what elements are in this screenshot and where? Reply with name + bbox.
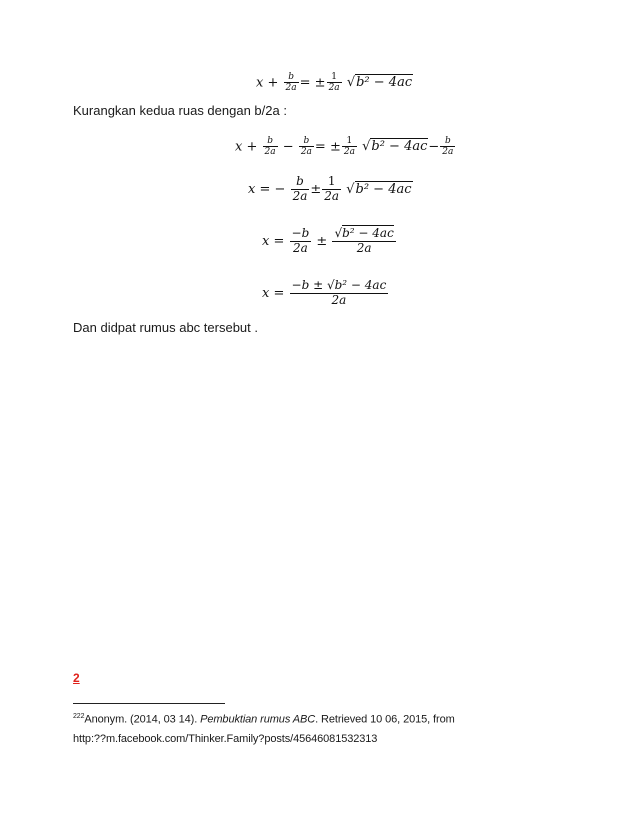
- equation-1: x + $\frac{b}{2a}$ = ± $\frac{1}{2a}$ √b² − 4ac: [256, 72, 413, 94]
- equation-4: x = $\frac{-b}{2a}$ ± $\frac{\text{√b² − 4ac}}{2a}$: [262, 226, 394, 255]
- eq1-sqrt: √b² − 4ac: [346, 75, 413, 91]
- footnote-title: Pembuktian rumus ABC: [200, 713, 316, 726]
- equation-2: x + $\frac{b}{2a}$ − $\frac{b}{2a}$ = ± $\frac{1}{2a}$ √b² − 4ac− $\frac{b}{2a}$: [235, 136, 454, 158]
- footnote-retrieved: . Retrieved 10 06, 2015, from: [315, 713, 455, 726]
- footnote-divider: [73, 703, 225, 704]
- footnote-marker: 222: [73, 713, 85, 720]
- footnote-url: http:??m.facebook.com/Thinker.Family?posts/45646081532313: [73, 733, 378, 745]
- eq1-x: x: [256, 75, 264, 91]
- footnote-line-1: [73, 713, 455, 726]
- eq1-frac-b-2a: $\frac{b}{2a}$: [285, 72, 297, 94]
- closing-text: Dan didpat rumus abc tersebut .: [73, 320, 258, 335]
- equation-5: x = $\frac{\text{−b ± √b² − 4ac}}{2a}$: [262, 278, 387, 307]
- intro-text: Kurangkan kedua ruas dengan b/2a :: [73, 103, 287, 118]
- eq1-frac-1-2a: $\frac{1}{2a}$: [328, 72, 340, 94]
- footnote-author-date: Anonym. (2014, 03 14).: [84, 713, 201, 726]
- page-number: 2: [73, 671, 80, 685]
- equation-3: x = − $\frac{b}{2a}$ ± $\frac{1}{2a}$ √b² − 4ac: [248, 174, 412, 203]
